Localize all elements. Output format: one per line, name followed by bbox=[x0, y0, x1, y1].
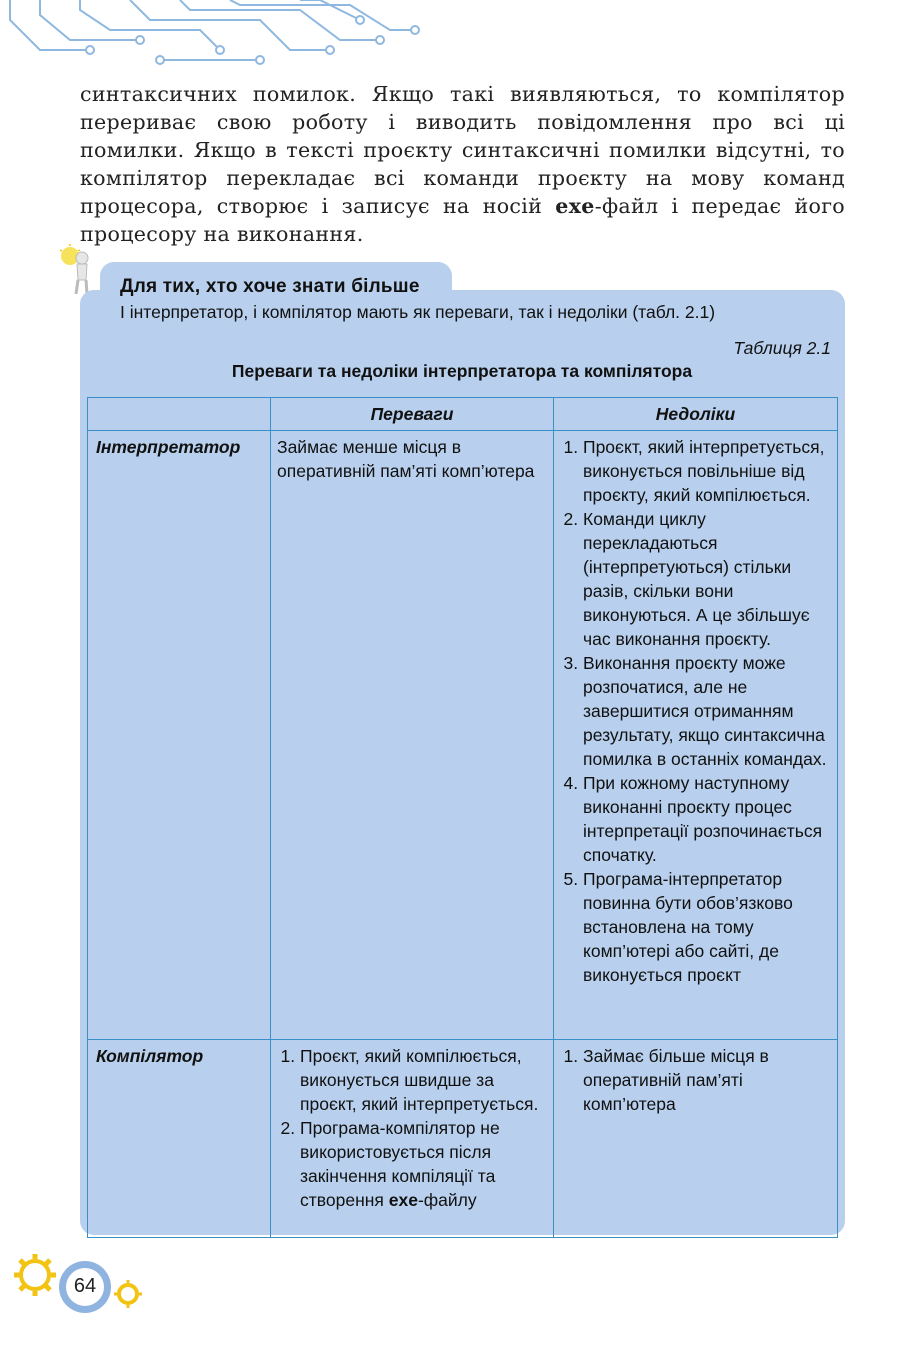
list-item: 5. Програма-інтерпретатор повинна бути обов’язково встановлена на тому комп’ютері або сайті, де виконується проєкт bbox=[583, 867, 831, 987]
compiler-advantages bbox=[271, 1040, 554, 1238]
header-disadvantages: Недоліки bbox=[554, 398, 838, 431]
row-name: Компілятор bbox=[88, 1040, 271, 1238]
adv-text: Програма-компілятор не використовується після закінчення компіляції та створення bbox=[300, 1118, 500, 1210]
list-item: 1. Проєкт, який інтерпретується, виконується повільніше від проєкту, який компілюється. bbox=[583, 435, 831, 507]
interpreter-advantages: Займає менше місця в оперативній пам’яті комп’ютера bbox=[271, 431, 554, 1040]
table-header-row bbox=[88, 398, 838, 431]
intro-text-2: -файл і передає його процесору на виконання. bbox=[80, 194, 845, 246]
table-row-interpreter bbox=[88, 431, 838, 1040]
list-item: 2. Команди циклу перекладаються (інтерпретуються) стільки разів, скільки вони виконуються. А це збільшує час виконання проєкту. bbox=[583, 507, 831, 651]
circuit-decoration bbox=[0, 0, 430, 72]
table-title: Переваги та недоліки інтерпретатора та компілятора bbox=[231, 361, 693, 381]
table-row-compiler bbox=[88, 1040, 838, 1238]
lightbulb-person-icon bbox=[58, 244, 100, 294]
adv-tail: -файлу bbox=[417, 1190, 477, 1210]
list-item bbox=[300, 1116, 547, 1212]
header-empty bbox=[88, 398, 271, 431]
page-number: 64 bbox=[73, 1275, 97, 1297]
intro-paragraph bbox=[80, 80, 845, 248]
row-name: Інтерпретатор bbox=[88, 431, 271, 1040]
list-item: 1. Проєкт, який компілюється, виконується швидше за проєкт, який інтерпретується. bbox=[300, 1044, 547, 1116]
intro-text-1: синтаксичних помилок. Якщо такі виявляються, то компілятор перериває свою роботу і виводить повідомлення про всі ці помилки. Якщо в тексті проєкту синтаксичні помилки відсутні, то компілятор перекладає всі команди проєкту на мову команд процесора, створює і записує на носій bbox=[80, 82, 845, 218]
intro-exe: exe bbox=[555, 194, 595, 218]
info-box-intro: І інтерпретатор, і компілятор мають як переваги, так і недоліки (табл. 2.1) bbox=[120, 302, 716, 322]
list-item: 1. Займає більше місця в оперативній пам’яті комп’ютера bbox=[583, 1044, 831, 1116]
list-item: 4. При кожному наступному виконанні проєкту процес інтерпретації розпочинається спочатку. bbox=[583, 771, 831, 867]
header-advantages: Переваги bbox=[271, 398, 554, 431]
compiler-disadvantages bbox=[554, 1040, 838, 1238]
adv-exe: exe bbox=[388, 1190, 418, 1210]
comparison-table bbox=[87, 397, 838, 1238]
list-item: 3. Виконання проєкту може розпочатися, але не завершитися отриманням результату, якщо синтаксична помилка в останніх командах. bbox=[583, 651, 831, 771]
interpreter-disadvantages bbox=[554, 431, 838, 1040]
table-caption: Таблиця 2.1 bbox=[733, 338, 831, 358]
info-box-title: Для тих, хто хоче знати більше bbox=[120, 276, 420, 297]
